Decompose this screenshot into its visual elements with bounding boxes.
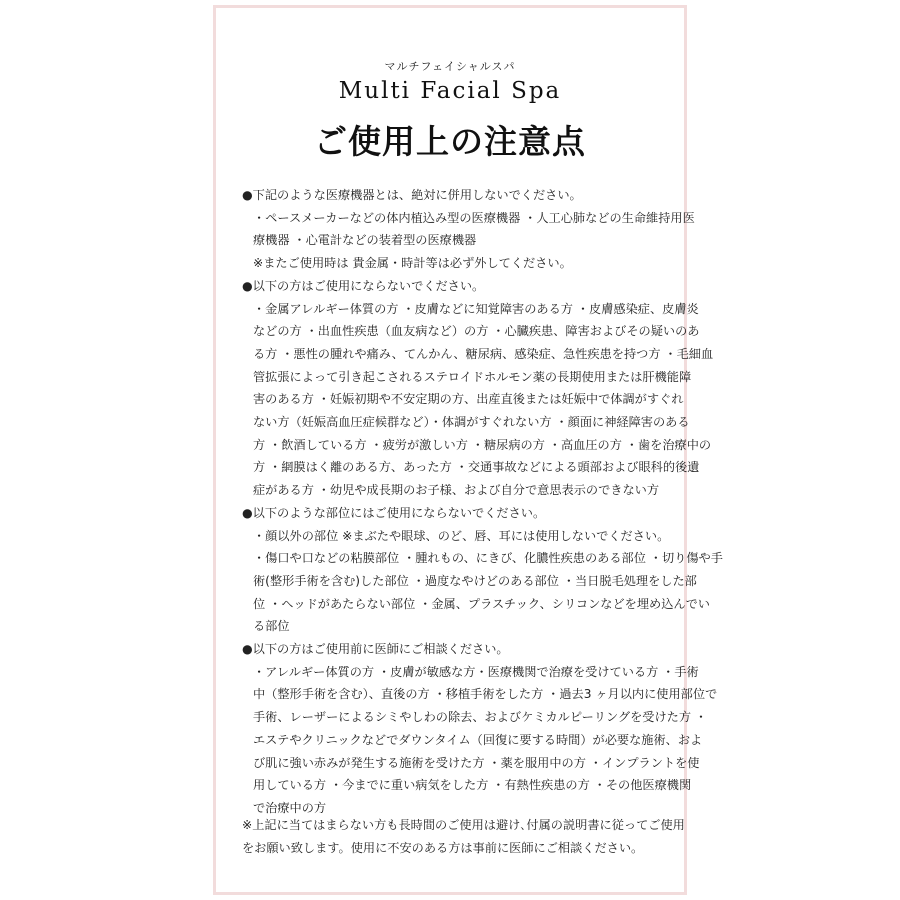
precaution-section <box>242 184 695 275</box>
section-line: ・ペースメーカーなどの体内植込み型の医療機器 ・人工心肺などの生命維持用医 <box>253 210 695 225</box>
footnote <box>242 814 685 860</box>
section-line: 方 ・網膜はく離のある方、あった方 ・交通事故などによる頭部および眼科的後遺 <box>253 460 700 475</box>
section-line: ・顔以外の部位 ※まぶたや眼球、のど、唇、耳には使用しないでください。 <box>253 528 670 543</box>
section-heading: ●以下の方はご使用前に医師にご相談ください。 <box>242 642 509 657</box>
section-line: 管拡張によって引き起こされるステロイドホルモン薬の長期使用または肝機能障 <box>253 369 692 384</box>
page-title: ご使用上の注意点 <box>314 122 586 161</box>
precautions-body <box>242 184 723 820</box>
section-line: などの方 ・出血性疾患（血友病など）の方 ・心臓疾患、障害およびその疑いのあ <box>253 324 700 339</box>
section-line: 中（整形手術を含む）、直後の方 ・移植手術をした方 ・過去3 ヶ月以内に使用部位で <box>253 687 718 702</box>
section-line: ※またご使用時は 貴金属・時計等は必ず外してください。 <box>253 256 572 271</box>
document-frame <box>213 5 723 895</box>
section-line: る方 ・悪性の腫れや痛み、てんかん、糖尿病、感染症、急性疾患を持つ方 ・毛細血 <box>253 346 714 361</box>
section-line: 用している方 ・今までに重い病気をした方 ・有熱性疾患の方 ・その他医療機関 <box>253 778 692 793</box>
section-line: で治療中の方 <box>253 800 327 815</box>
section-line: び肌に強い赤みが発生する施術を受けた方 ・薬を服用中の方 ・インプラントを使 <box>253 755 700 770</box>
section-line: 手術、レーザーによるシミやしわの除去、およびケミカルピーリングを受けた方 ・ <box>253 710 708 725</box>
section-line: 療機器 ・心電計などの装着型の医療機器 <box>253 233 477 248</box>
section-line: 害のある方 ・妊娠初期や不安定期の方、出産直後または妊娠中で体調がすぐれ <box>253 392 684 407</box>
section-line: 方 ・飲酒している方 ・疲労が激しい方 ・糖尿病の方 ・高血圧の方 ・歯を治療中の <box>253 437 712 452</box>
section-line: エステやクリニックなどでダウンタイム（回復に要する時間）が必要な施術、およ <box>253 732 703 747</box>
section-line: ・アレルギー体質の方 ・皮膚が敏感な方・医療機関で治療を受けている方 ・手術 <box>253 664 699 679</box>
section-line: 術(整形手術を含む)した部位 ・過度なやけどのある部位 ・当日脱毛処理をした部 <box>253 573 697 588</box>
section-heading: ●下記のような医療機器とは、絶対に併用しないでください。 <box>242 188 582 202</box>
precaution-section <box>242 502 723 638</box>
footnote-line: ※上記に当てはまらない方も長時間のご使用は避け､付属の説明書に従ってご使用 <box>242 818 685 832</box>
section-line: 位 ・ヘッドがあたらない部位 ・金属、プラスチック、シリコンなどを埋め込んでい <box>253 596 710 611</box>
section-line: ・金属アレルギー体質の方 ・皮膚などに知覚障害のある方 ・皮膚感染症、皮膚炎 <box>253 301 699 316</box>
section-heading: ●以下の方はご使用にならないでください。 <box>242 278 485 293</box>
precaution-section <box>242 275 714 502</box>
section-line: 症がある方 ・幼児や成長期のお子様、および自分で意思表示のできない方 <box>253 483 660 498</box>
precaution-section <box>242 638 718 820</box>
section-line: ・傷口や口などの粘膜部位 ・腫れもの、にきび、化膿性疾患のある部位 ・切り傷や手 <box>253 551 723 566</box>
brand-name: Multi Facial Spa <box>338 78 562 104</box>
section-line: る部位 <box>253 619 290 634</box>
section-heading: ●以下のような部位にはご使用にならないでください。 <box>242 505 546 520</box>
section-line: ない方（妊娠高血圧症候群など）・体調がすぐれない方 ・顔面に神経障害のある <box>253 415 690 430</box>
footnote-line: をお願い致します。使用に不安のある方は事前に医師にご相談ください。 <box>242 841 644 855</box>
product-name-kana: マルチフェイシャルスパ <box>384 60 516 73</box>
